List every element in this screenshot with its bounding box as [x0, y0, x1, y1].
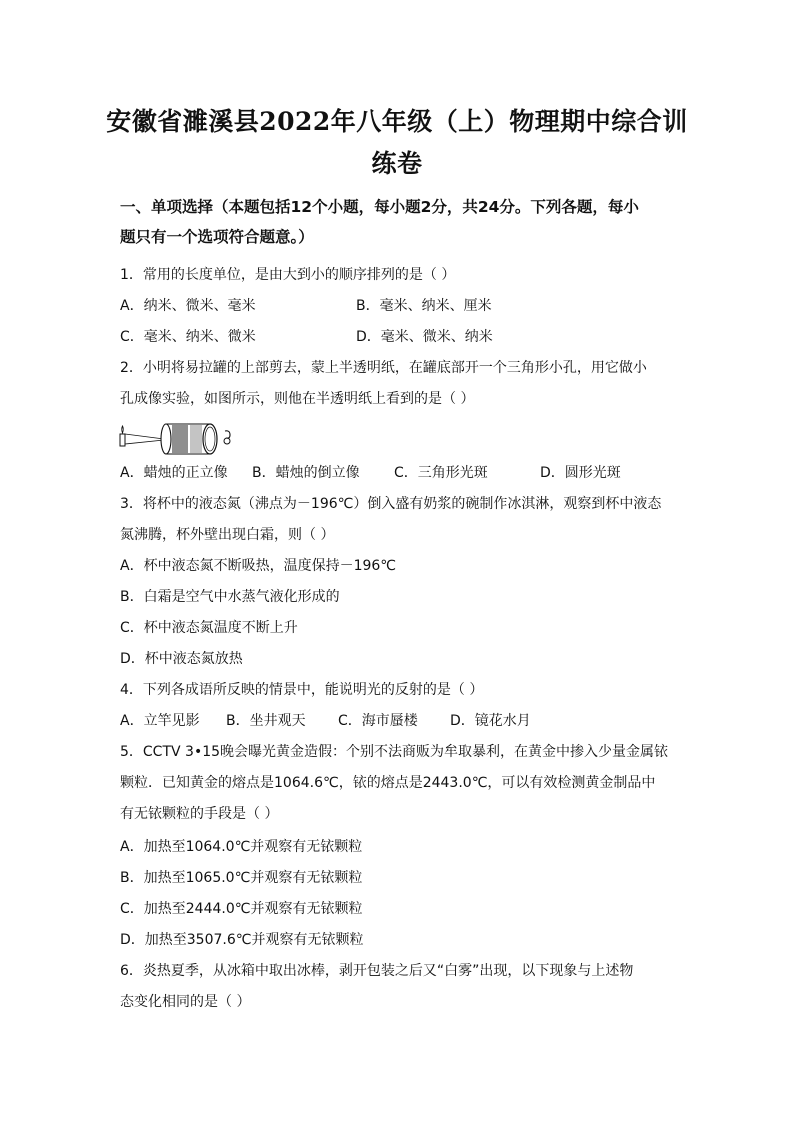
- q5-stem-line-2: 颗粒．已知黄金的熔点是1064.6℃，铱的熔点是2443.0℃，可以有效检测黄金制品中: [120, 775, 656, 791]
- can-shading-light: [190, 425, 202, 453]
- eye-icon: [225, 431, 230, 438]
- q1-stem: 1．常用的长度单位，是由大到小的顺序排列的是（ ）: [120, 267, 456, 283]
- candle-flame-icon: [122, 426, 124, 433]
- q2-stem-line-2: 孔成像实验，如图所示，则他在半透明纸上看到的是（ ）: [120, 391, 475, 407]
- q3-option-d: D．杯中液态氮放热: [120, 651, 243, 667]
- q4-stem: 4．下列各成语所反映的情景中，能说明光的反射的是（ ）: [120, 682, 484, 698]
- q4-option-c: C．海市蜃楼: [338, 713, 418, 729]
- q1-option-c: C．毫米、纳米、微米: [120, 329, 256, 345]
- exam-title-line-1: 安徽省濉溪县2022年八年级（上）物理期中综合训: [106, 107, 688, 136]
- q5-stem-line-1: 5．CCTV 3•15晚会曝光黄金造假：个别不法商贩为牟取暴利，在黄金中掺入少量金属铱: [120, 744, 669, 760]
- section-heading-line-2: 题只有一个选项符合题意。）: [120, 228, 314, 246]
- q2-option-a: A．蜡烛的正立像: [120, 465, 228, 481]
- eye-pupil: [224, 438, 230, 444]
- q1-option-b: B．毫米、纳米、厘米: [356, 298, 492, 314]
- q4-option-a: A．立竿见影: [120, 713, 200, 729]
- q1-option-a: A．纳米、微米、毫米: [120, 298, 256, 314]
- can-bottom: [161, 424, 171, 454]
- q2-stem-line-1: 2．小明将易拉罐的上部剪去，蒙上半透明纸，在罐底部开一个三角形小孔，用它做小: [120, 360, 647, 376]
- q3-stem-line-1: 3．将杯中的液态氮（沸点为－196℃）倒入盛有奶浆的碗制作冰淇淋，观察到杯中液态: [120, 496, 662, 512]
- q4-option-d: D．镜花水月: [450, 713, 531, 729]
- q3-option-a: A．杯中液态氮不断吸热，温度保持－196℃: [120, 558, 397, 574]
- q2-option-b: B．蜡烛的倒立像: [252, 465, 360, 481]
- pinhole-camera-figure: [118, 418, 238, 456]
- q5-option-d: D．加热至3507.6℃并观察有无铱颗粒: [120, 932, 364, 948]
- q2-option-d: D．圆形光斑: [540, 465, 621, 481]
- candle-body: [120, 434, 125, 446]
- q3-option-c: C．杯中液态氮温度不断上升: [120, 620, 298, 636]
- q5-option-a: A．加热至1064.0℃并观察有无铱颗粒: [120, 839, 363, 855]
- q6-stem-line-1: 6．炎热夏季，从冰箱中取出冰棒，剥开包装之后又“白雾”出现，以下现象与上述物: [120, 963, 634, 979]
- q4-option-b: B．坐井观天: [226, 713, 306, 729]
- light-ray-lower: [125, 440, 164, 444]
- can-shading: [172, 425, 188, 453]
- q3-option-b: B．白霜是空气中水蒸气液化形成的: [120, 589, 340, 605]
- q1-option-d: D．毫米、微米、纳米: [356, 329, 493, 345]
- q2-option-c: C．三角形光斑: [394, 465, 488, 481]
- q5-option-c: C．加热至2444.0℃并观察有无铱颗粒: [120, 901, 363, 917]
- light-ray-upper: [125, 434, 164, 439]
- q5-option-b: B．加热至1065.0℃并观察有无铱颗粒: [120, 870, 363, 886]
- section-heading-line-1: 一、单项选择（本题包括12个小题，每小题2分，共24分。下列各题，每小: [120, 198, 639, 216]
- q3-stem-line-2: 氮沸腾，杯外壁出现白霜，则（ ）: [120, 527, 335, 543]
- q5-stem-line-3: 有无铱颗粒的手段是（ ）: [120, 806, 279, 822]
- exam-title-line-2: 练卷: [371, 149, 423, 178]
- q6-stem-line-2: 态变化相同的是（ ）: [120, 994, 251, 1010]
